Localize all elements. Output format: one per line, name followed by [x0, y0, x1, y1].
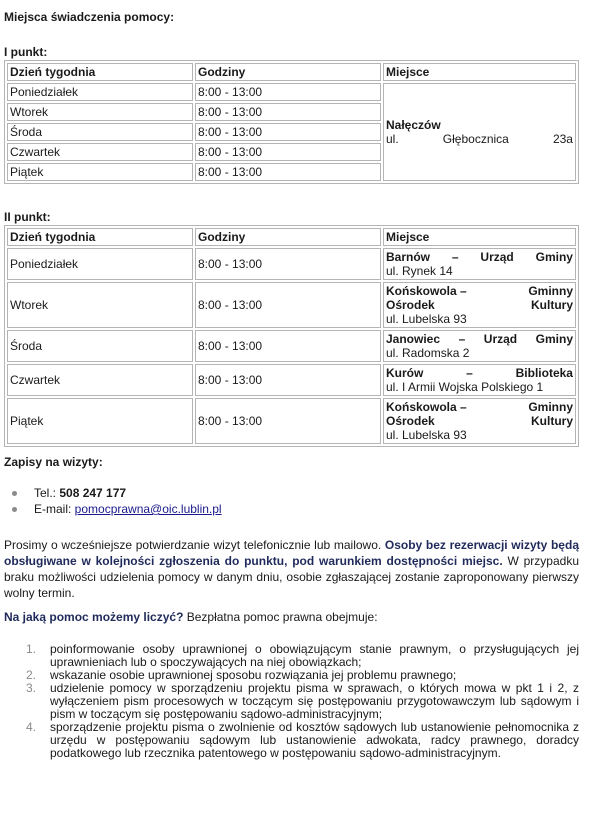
- place-name: [386, 332, 573, 346]
- place-name-word: –: [466, 366, 473, 380]
- cell-hours: 8:00 - 13:00: [195, 282, 381, 328]
- item-text: poinformowanie osoby uprawnionej o obowiązującym stanie prawnym, o przysługujących jej uprawnieniach lub o spoczywających na niej obowiązkach;: [50, 642, 579, 669]
- cell-hours: 8:00 - 13:00: [195, 143, 381, 161]
- cell-place: [383, 282, 576, 328]
- list-item: [4, 643, 579, 669]
- place-name-word: Kultury: [531, 298, 573, 312]
- punkt2-heading: II punkt:: [4, 210, 51, 224]
- place-name-word: Ośrodek: [386, 414, 435, 428]
- cell-day: Poniedziałek: [7, 83, 193, 101]
- place-name-word: Gminy: [535, 250, 573, 264]
- table-row: [7, 83, 576, 101]
- cell-day: Piątek: [7, 163, 193, 181]
- page-title: Miejsca świadczenia pomocy:: [4, 10, 175, 24]
- place-name: Nałęczów: [386, 118, 441, 132]
- place-name-word: Urząd: [483, 332, 518, 346]
- email-label: E-mail:: [34, 502, 75, 516]
- note-bold-text: Osoby bez rezerwacji wizyty będą obsługiwane w kolejności zgłoszenia do punktu, pod warunkiem dostępności miejsc.: [4, 538, 579, 568]
- contact-list: [4, 485, 579, 517]
- cell-day: Poniedziałek: [7, 248, 193, 280]
- cell-day: Środa: [7, 123, 193, 141]
- note-text: W przypadku braku możliwości udzielenia pomocy w danym dniu, osobie zgłaszającej zostanie zaproponowany pierwszy wolny termin.: [4, 554, 579, 600]
- place-name-line2: [386, 298, 573, 312]
- list-item: [4, 682, 579, 721]
- phone-number: 508 247 177: [59, 486, 127, 500]
- email-link[interactable]: pomocprawna@oic.lublin.pl: [74, 502, 222, 516]
- cell-place: [383, 248, 576, 280]
- header-hours: Godziny: [195, 63, 381, 81]
- place-address: [386, 132, 573, 146]
- table-row: [7, 398, 576, 444]
- place-address: ul. Lubelska 93: [386, 312, 467, 326]
- header-day: Dzień tygodnia: [7, 63, 193, 81]
- table-header-row: [7, 63, 576, 81]
- place-name: [386, 284, 573, 298]
- place-name-word: Biblioteka: [515, 366, 573, 380]
- place-address: ul. Rynek 14: [386, 264, 453, 278]
- cell-day: Środa: [7, 330, 193, 362]
- place-name-word: Kultury: [531, 414, 573, 428]
- header-place: Miejsce: [383, 228, 576, 246]
- place-name-word: –: [458, 332, 466, 346]
- table-header-row: [7, 228, 576, 246]
- place-name: [386, 250, 573, 264]
- place-name-word: Kurów: [386, 366, 424, 380]
- cell-hours: 8:00 - 13:00: [195, 83, 381, 101]
- table-row: [7, 330, 576, 362]
- place-name-word: Końskowola –: [386, 284, 467, 298]
- place-name-word: –: [451, 250, 459, 264]
- punkt2-table: [4, 225, 579, 447]
- cell-place: [383, 83, 576, 181]
- table-row: [7, 282, 576, 328]
- cell-hours: 8:00 - 13:00: [195, 398, 381, 444]
- place-address: ul. Lubelska 93: [386, 428, 467, 442]
- header-place: Miejsce: [383, 63, 576, 81]
- punkt1-table: [4, 60, 579, 184]
- cell-day: Czwartek: [7, 143, 193, 161]
- zapisy-heading: Zapisy na wizyty:: [4, 455, 103, 469]
- item-number: 2.: [26, 668, 37, 682]
- place-name: [386, 366, 573, 380]
- cell-hours: 8:00 - 13:00: [195, 364, 381, 396]
- help-list: [4, 643, 579, 760]
- cell-hours: 8:00 - 13:00: [195, 123, 381, 141]
- cell-place: [383, 398, 576, 444]
- place-name-word: Gminny: [528, 284, 573, 298]
- reservation-note: [4, 537, 579, 601]
- table-row: [7, 248, 576, 280]
- item-text: wskazanie osobie uprawnionej sposobu rozwiązania jej problemu prawnego;: [50, 668, 457, 682]
- place-name: [386, 400, 573, 414]
- list-item-phone: [34, 485, 579, 501]
- item-text: udzielenie pomocy w sporządzeniu projektu pisma w sprawach, o których mowa w pkt 1 i 2, z wyłączeniem pism procesowych w toczącym się postępowaniu przygotowawczym lub sądowym i pism w toczącym się postępowaniu sądowo-administracyjnym;: [50, 681, 579, 721]
- list-item-email: [34, 501, 579, 517]
- cell-hours: 8:00 - 13:00: [195, 163, 381, 181]
- place-name-word: Końskowola –: [386, 400, 467, 414]
- address-prefix: ul.: [386, 132, 399, 146]
- cell-day: Czwartek: [7, 364, 193, 396]
- item-number: 1.: [26, 642, 37, 656]
- note-text: Prosimy o wcześniejsze potwierdzanie wizyt telefonicznie lub mailowo.: [4, 538, 385, 552]
- phone-label: Tel.:: [34, 486, 60, 500]
- punkt1-heading: I punkt:: [4, 45, 48, 59]
- cell-place: [383, 364, 576, 396]
- help-question: [4, 609, 579, 625]
- help-intro: Bezpłatna pomoc prawna obejmuje:: [183, 610, 378, 624]
- place-address: ul. I Armii Wojska Polskiego 1: [386, 380, 544, 394]
- help-question-title: Na jaką pomoc możemy liczyć?: [4, 610, 184, 624]
- item-number: 4.: [26, 720, 37, 734]
- address-street: Głębocznica: [442, 132, 509, 146]
- cell-hours: 8:00 - 13:00: [195, 248, 381, 280]
- place-address: ul. Radomska 2: [386, 346, 470, 360]
- list-item: [4, 721, 579, 760]
- item-text: sporządzenie projektu pisma o zwolnienie od kosztów sądowych lub ustanowienie pełnomocnika z urzędu w postępowaniu sądowym lub ustanowienie adwokata, radcy prawnego, doradcy podatkowego lub rzecznika patentowego w postępowaniu sądowo-administracyjnym.: [50, 720, 579, 760]
- item-number: 3.: [26, 681, 37, 695]
- cell-place: [383, 330, 576, 362]
- place-name-line2: [386, 414, 573, 428]
- table-row: [7, 364, 576, 396]
- cell-hours: 8:00 - 13:00: [195, 103, 381, 121]
- address-number: 23a: [552, 132, 573, 146]
- cell-day: Piątek: [7, 398, 193, 444]
- cell-day: Wtorek: [7, 103, 193, 121]
- header-day: Dzień tygodnia: [7, 228, 193, 246]
- place-name-word: Janowiec: [386, 332, 441, 346]
- place-name-word: Ośrodek: [386, 298, 435, 312]
- cell-day: Wtorek: [7, 282, 193, 328]
- place-name-word: Barnów: [386, 250, 431, 264]
- header-hours: Godziny: [195, 228, 381, 246]
- place-name-word: Gminny: [528, 400, 573, 414]
- place-name-word: Gminy: [535, 332, 573, 346]
- place-name-word: Urząd: [480, 250, 514, 264]
- cell-hours: 8:00 - 13:00: [195, 330, 381, 362]
